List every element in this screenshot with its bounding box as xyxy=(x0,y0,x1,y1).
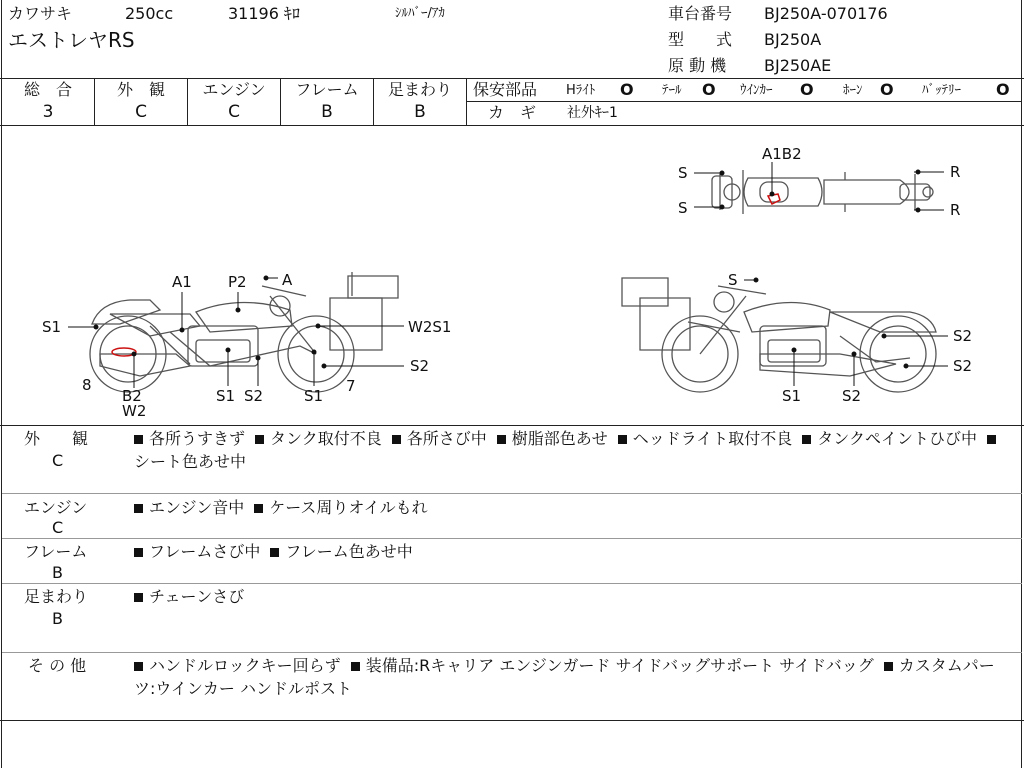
damage-diagram xyxy=(0,126,1024,424)
note-category: そ の 他 xyxy=(28,656,87,675)
top-view-bike xyxy=(712,170,933,214)
bullet-square-icon xyxy=(134,435,143,444)
safety-item-winker: ｳｲﾝｶｰ xyxy=(740,83,773,98)
note-grade: B xyxy=(52,563,63,582)
note-item: 各所さび中 xyxy=(406,429,487,448)
bullet-square-icon xyxy=(255,435,264,444)
note-divider xyxy=(2,538,1022,539)
note-item: ハンドルロックキー回らず xyxy=(149,656,341,675)
note-item: タンク取付不良 xyxy=(270,429,382,448)
note-item: タンクペイントひび中 xyxy=(817,429,977,448)
right-side-bike xyxy=(622,278,936,392)
divider xyxy=(0,78,1024,79)
bullet-square-icon xyxy=(351,662,360,671)
grade-value-exterior: C xyxy=(135,102,147,122)
divider xyxy=(0,720,1024,721)
bullet-square-icon xyxy=(254,504,263,513)
note-item: エンジン音中 xyxy=(149,498,245,517)
note-category: 足まわり xyxy=(24,587,89,606)
grade-label-frame: フレーム xyxy=(295,80,359,99)
note-grade: C xyxy=(52,451,64,470)
bullet-square-icon xyxy=(987,435,996,444)
mileage: 31196 ｷﾛ xyxy=(228,4,300,23)
diag-label: S1 xyxy=(42,318,62,336)
bullet-square-icon xyxy=(134,504,143,513)
engine-value: BJ250AE xyxy=(764,56,832,75)
grade-label-exterior: 外 観 xyxy=(116,80,165,99)
diag-label: S xyxy=(678,164,688,182)
diag-label: S2 xyxy=(842,387,862,405)
note-divider xyxy=(2,493,1022,494)
note-category: エンジン xyxy=(24,498,88,517)
safety-label: 保安部品 xyxy=(473,80,538,99)
safety-mark: O xyxy=(620,80,634,99)
diag-label: R xyxy=(950,201,961,219)
frame-no-label: 車台番号 xyxy=(668,4,733,23)
note-divider xyxy=(2,652,1022,653)
diag-label: W2S1 xyxy=(408,318,452,336)
note-items xyxy=(134,585,1006,608)
safety-item-headlight: Hﾗｲﾄ xyxy=(566,83,596,98)
diag-label: S2 xyxy=(953,327,973,345)
grade-label-engine: エンジン xyxy=(202,80,266,99)
note-category: 外 観 xyxy=(24,429,89,448)
key-label: カ ギ xyxy=(488,103,537,122)
note-item: フレームさび中 xyxy=(149,542,261,561)
note-item: 樹脂部色あせ xyxy=(511,429,608,448)
safety-item-horn: ﾎｰﾝ xyxy=(843,83,863,98)
diag-label: 8 xyxy=(82,376,92,394)
diag-label: A xyxy=(282,271,293,289)
note-item: 装備品:Rキャリア エンジンガード サイドバッグサポート サイドバッグ xyxy=(365,656,874,675)
safety-divider xyxy=(466,101,1022,102)
note-item: フレーム色あせ中 xyxy=(285,542,413,561)
diag-label: S1 xyxy=(304,387,324,405)
safety-item-battery: ﾊﾞｯﾃﾘｰ xyxy=(922,83,961,98)
note-item: カスタムパーツ:ウインカー ハンドルポスト xyxy=(134,656,995,698)
note-item: 各所うすきず xyxy=(149,429,246,448)
diag-label: S xyxy=(728,271,738,289)
diag-label: S1 xyxy=(782,387,802,405)
diag-label: S2 xyxy=(410,357,430,375)
diag-label: W2 xyxy=(122,402,147,420)
divider xyxy=(0,425,1024,426)
note-grade: C xyxy=(52,518,64,537)
safety-item-tail: ﾃｰﾙ xyxy=(662,83,682,98)
safety-mark: O xyxy=(800,80,814,99)
note-item: ヘッドライト取付不良 xyxy=(632,429,793,448)
safety-mark: O xyxy=(702,80,716,99)
bullet-square-icon xyxy=(884,662,893,671)
diag-label: 7 xyxy=(346,377,356,395)
note-divider xyxy=(2,583,1022,584)
note-category: フレーム xyxy=(24,542,88,561)
key-value: 社外ｷｰ1 xyxy=(567,105,618,121)
color: ｼﾙﾊﾞｰ/ｱｶ xyxy=(395,6,445,21)
grade-label-suspension: 足まわり xyxy=(387,80,452,99)
grade-value-total: 3 xyxy=(42,102,54,122)
diag-label: S2 xyxy=(244,387,264,405)
bullet-square-icon xyxy=(802,435,811,444)
note-items xyxy=(134,427,1006,473)
type-value: BJ250A xyxy=(764,30,822,49)
diag-label: A1B2 xyxy=(762,145,802,163)
note-items xyxy=(134,654,1006,700)
grade-value-frame: B xyxy=(321,102,333,122)
note-item: シート色あせ中 xyxy=(134,452,247,471)
bullet-square-icon xyxy=(134,662,143,671)
safety-mark: O xyxy=(996,80,1010,99)
bullet-square-icon xyxy=(618,435,627,444)
note-items xyxy=(134,540,1006,563)
engine-label: 原 動 機 xyxy=(668,56,727,75)
diag-label: S1 xyxy=(216,387,236,405)
bullet-square-icon xyxy=(134,548,143,557)
diag-label: P2 xyxy=(228,273,247,291)
model-name: エストレヤRS xyxy=(8,28,135,52)
grade-value-engine: C xyxy=(228,102,240,122)
diag-label: B2 xyxy=(122,387,142,405)
bullet-square-icon xyxy=(134,593,143,602)
safety-mark: O xyxy=(880,80,894,99)
note-grade: B xyxy=(52,609,63,628)
bullet-square-icon xyxy=(392,435,401,444)
type-label: 型 式 xyxy=(668,30,733,49)
grade-label-total: 総 合 xyxy=(23,80,72,99)
note-item: チェーンさび xyxy=(149,587,245,606)
maker: カワサキ xyxy=(8,4,73,23)
note-items xyxy=(134,496,1006,519)
grade-value-suspension: B xyxy=(414,102,426,122)
frame-no: BJ250A-070176 xyxy=(764,4,888,23)
diag-label: A1 xyxy=(172,273,192,291)
displacement: 250cc xyxy=(125,4,174,23)
note-item: ケース周りオイルもれ xyxy=(269,498,428,517)
bullet-square-icon xyxy=(270,548,279,557)
bullet-square-icon xyxy=(497,435,506,444)
diag-label: S xyxy=(678,199,688,217)
diag-label: R xyxy=(950,163,961,181)
diag-label: S2 xyxy=(953,357,973,375)
